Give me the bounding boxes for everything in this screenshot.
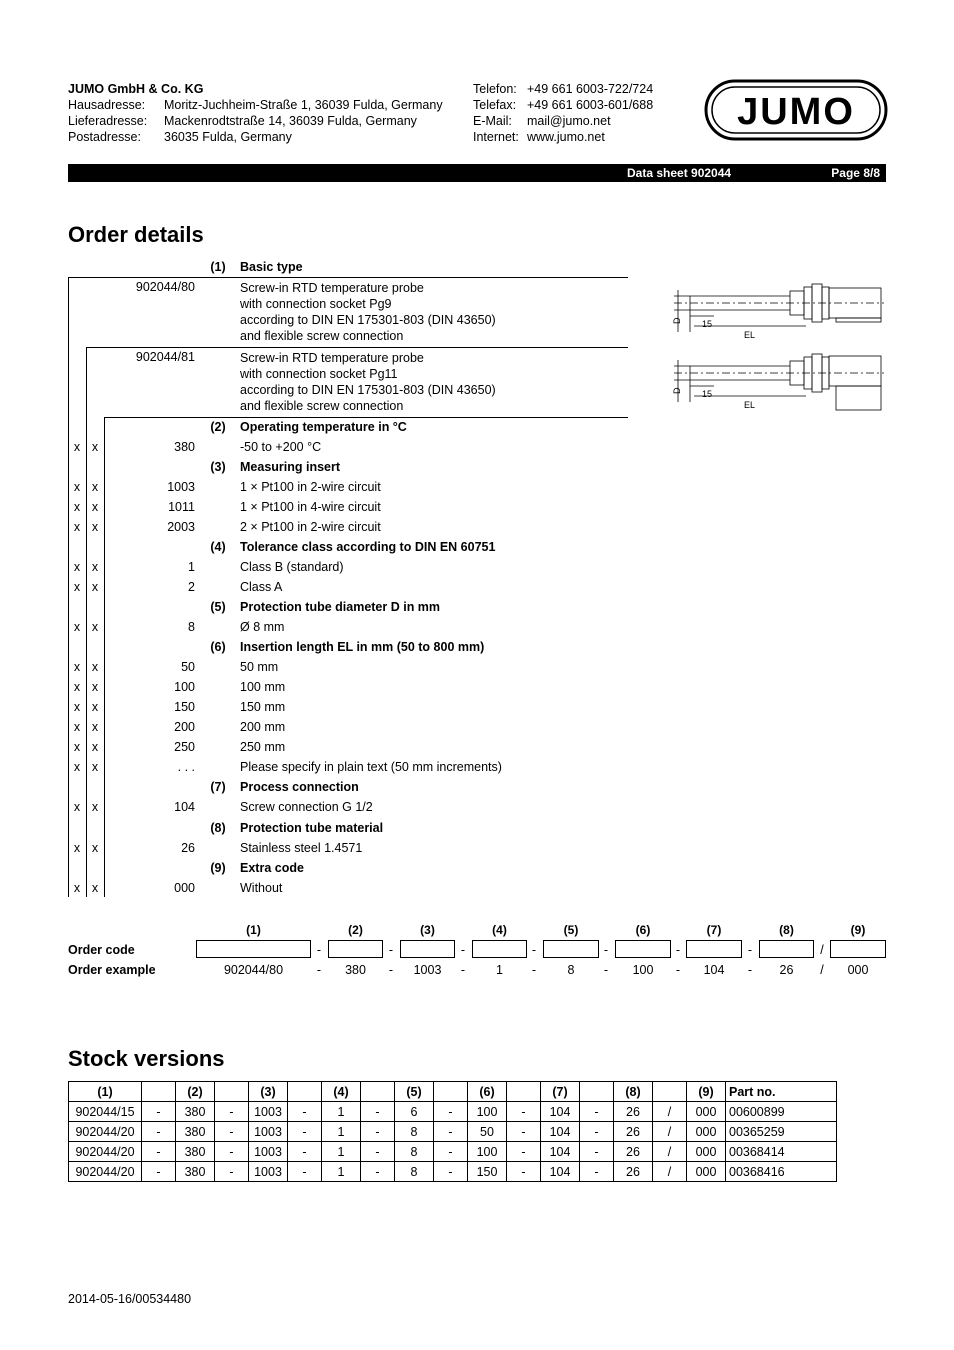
contact-label: E-Mail: — [473, 114, 512, 128]
option-text: Screw connection G 1/2 — [240, 800, 373, 815]
option-mark-80: x — [73, 680, 81, 694]
stock-cell: 380 — [176, 1122, 215, 1142]
option-mark-81: x — [91, 660, 99, 674]
option-mark-81: x — [91, 740, 99, 754]
order-position-number: (5) — [563, 923, 579, 937]
stock-cell: 380 — [176, 1162, 215, 1182]
contact-label: Telefax: — [473, 98, 517, 112]
stock-header-cell — [288, 1082, 322, 1102]
option-code: 250 — [174, 740, 195, 754]
order-example-separator: - — [603, 963, 609, 977]
section-title: Insertion length EL in mm (50 to 800 mm) — [240, 640, 485, 654]
stock-cell: 000 — [687, 1122, 726, 1142]
section-title: Tolerance class according to DIN EN 60751 — [240, 540, 496, 554]
stock-cell: 902044/20 — [69, 1142, 142, 1162]
stock-cell: - — [580, 1142, 614, 1162]
option-text: -50 to +200 °C — [240, 440, 322, 454]
stock-cell: - — [580, 1122, 614, 1142]
stock-cell: / — [653, 1142, 687, 1162]
dim-15-label: 15 — [702, 389, 713, 399]
option-code: 8 — [188, 620, 195, 634]
option-text: 200 mm — [240, 720, 286, 734]
order-code-field[interactable] — [400, 940, 455, 958]
stock-cell: / — [653, 1102, 687, 1122]
stock-cell: 00368414 — [726, 1142, 837, 1162]
section-title: Protection tube material — [240, 820, 384, 835]
option-text: Class A — [240, 580, 283, 594]
stock-cell: - — [215, 1162, 249, 1182]
option-mark-81: x — [91, 560, 99, 574]
stock-cell: 26 — [614, 1122, 653, 1142]
order-example-separator: / — [820, 963, 824, 977]
stock-cell: - — [580, 1162, 614, 1182]
type-code: 902044/80 — [135, 280, 195, 294]
stock-cell: 902044/15 — [69, 1102, 142, 1122]
order-code-field[interactable] — [830, 940, 886, 958]
section-number: (7) — [210, 780, 226, 794]
section-number: (1) — [210, 260, 226, 274]
stock-cell: - — [361, 1102, 395, 1122]
stock-cell: 50 — [468, 1122, 507, 1142]
table-row — [69, 1162, 837, 1182]
option-text: 250 mm — [240, 740, 286, 754]
probe-drawing — [664, 282, 886, 422]
stock-header-cell: (1) — [69, 1082, 142, 1102]
contact-value: www.jumo.net — [527, 130, 605, 144]
stock-cell: - — [507, 1122, 541, 1142]
stock-cell: - — [288, 1142, 322, 1162]
option-mark-80: x — [73, 520, 81, 534]
order-example-value: 104 — [703, 963, 725, 977]
section-number: (9) — [210, 860, 226, 875]
stock-cell: - — [215, 1122, 249, 1142]
stock-cell: - — [434, 1122, 468, 1142]
stock-cell: - — [580, 1102, 614, 1122]
option-mark-80: x — [73, 580, 81, 594]
order-code-separator: - — [460, 943, 466, 957]
stock-cell: 902044/20 — [69, 1122, 142, 1142]
option-mark-80: x — [73, 700, 81, 714]
dim-el-label: EL — [744, 330, 756, 340]
stock-cell: - — [142, 1122, 176, 1142]
address-label: Lieferadresse: — [68, 114, 148, 128]
order-code-field[interactable] — [759, 940, 814, 958]
option-mark-81: x — [91, 720, 99, 734]
contact-value: mail@jumo.net — [527, 114, 611, 128]
bracket-line — [68, 277, 69, 897]
stock-cell: 1 — [322, 1162, 361, 1182]
stock-cell: 902044/20 — [69, 1162, 142, 1182]
stock-header-cell — [215, 1082, 249, 1102]
stock-cell: 1 — [322, 1142, 361, 1162]
stock-header-cell — [580, 1082, 614, 1102]
stock-cell: 150 — [468, 1162, 507, 1182]
option-text: 1 × Pt100 in 4-wire circuit — [240, 500, 381, 514]
company-name: JUMO GmbH & Co. KG — [68, 82, 204, 96]
table-row — [69, 1122, 837, 1142]
order-example-separator: - — [316, 963, 322, 977]
order-code-field[interactable] — [472, 940, 527, 958]
order-position-number: (9) — [850, 923, 866, 937]
option-mark-80: x — [73, 760, 81, 774]
option-mark-81: x — [91, 880, 99, 895]
option-code: . . . — [177, 760, 195, 774]
section-number: (6) — [210, 640, 226, 654]
option-text: 2 × Pt100 in 2-wire circuit — [240, 520, 381, 534]
stock-header-cell — [361, 1082, 395, 1102]
order-code-field[interactable] — [543, 940, 599, 958]
option-code: 1003 — [167, 480, 195, 494]
option-mark-80: x — [73, 800, 81, 815]
order-example-separator: - — [388, 963, 394, 977]
stock-header-cell: (3) — [249, 1082, 288, 1102]
stock-cell: 104 — [541, 1102, 580, 1122]
option-mark-81: x — [91, 480, 99, 494]
option-mark-81: x — [91, 500, 99, 514]
option-code: 104 — [174, 800, 195, 815]
option-mark-80: x — [73, 500, 81, 514]
option-mark-80: x — [73, 440, 81, 454]
section-number: (4) — [210, 540, 226, 554]
option-mark-81: x — [91, 520, 99, 534]
stock-cell: - — [215, 1142, 249, 1162]
option-code: 50 — [181, 660, 195, 674]
order-example-separator: - — [747, 963, 753, 977]
jumo-logo — [704, 79, 888, 141]
stock-cell: - — [142, 1162, 176, 1182]
divider — [104, 417, 628, 418]
stock-header-cell — [434, 1082, 468, 1102]
address-value: Moritz-Juchheim-Straße 1, 36039 Fulda, Germany — [164, 98, 443, 112]
stock-cell: - — [142, 1142, 176, 1162]
stock-header-cell: (9) — [687, 1082, 726, 1102]
order-code-separator: - — [531, 943, 537, 957]
option-code: 1011 — [168, 500, 195, 514]
stock-cell: - — [142, 1102, 176, 1122]
dim-d-label: D — [672, 317, 682, 324]
option-mark-80: x — [73, 560, 81, 574]
section-title: Basic type — [240, 260, 303, 274]
order-example-label: Order example — [68, 963, 156, 977]
option-mark-80: x — [73, 720, 81, 734]
section-number: (5) — [210, 600, 226, 614]
stock-header-cell: (4) — [322, 1082, 361, 1102]
option-code: 1 — [188, 560, 195, 574]
stock-header-cell — [653, 1082, 687, 1102]
option-mark-80: x — [73, 620, 81, 634]
stock-cell: - — [361, 1162, 395, 1182]
stock-header-cell: (8) — [614, 1082, 653, 1102]
section-title: Measuring insert — [240, 460, 341, 474]
order-code-label: Order code — [68, 943, 135, 957]
option-mark-81: x — [91, 680, 99, 694]
option-code: 380 — [174, 440, 195, 454]
stock-header-cell: (5) — [395, 1082, 434, 1102]
address-value: Mackenrodtstraße 14, 36039 Fulda, Germany — [164, 114, 417, 128]
stock-cell: - — [361, 1142, 395, 1162]
stock-versions-title: Stock versions — [68, 1046, 225, 1071]
stock-cell: - — [215, 1102, 249, 1122]
stock-cell: 26 — [614, 1102, 653, 1122]
company-block — [68, 81, 443, 145]
address-value: 36035 Fulda, Germany — [164, 130, 292, 144]
option-text: Without — [240, 880, 283, 895]
stock-cell: 1003 — [249, 1162, 288, 1182]
stock-cell: 1003 — [249, 1142, 288, 1162]
order-position-number: (4) — [492, 923, 507, 937]
section-number: (8) — [210, 820, 226, 835]
stock-cell: 104 — [541, 1122, 580, 1142]
order-position-number: (8) — [779, 923, 794, 937]
order-example-value: 902044/80 — [223, 963, 284, 977]
option-text: 150 mm — [240, 700, 286, 714]
option-code: 26 — [181, 840, 195, 855]
option-mark-80: x — [73, 740, 81, 754]
stock-cell: 100 — [468, 1142, 507, 1162]
stock-cell: - — [288, 1102, 322, 1122]
option-text: 1 × Pt100 in 2-wire circuit — [240, 480, 381, 494]
option-mark-80: x — [73, 480, 81, 494]
option-mark-81: x — [91, 800, 99, 815]
stock-cell: 8 — [395, 1162, 434, 1182]
option-mark-80: x — [73, 660, 81, 674]
stock-cell: 1 — [322, 1102, 361, 1122]
dim-d-label: D — [672, 387, 682, 394]
option-mark-81: x — [91, 700, 99, 714]
order-position-number: (1) — [246, 923, 261, 937]
option-mark-81: x — [91, 760, 99, 774]
address-label: Hausadresse: — [68, 98, 146, 112]
order-example-value: 1003 — [413, 963, 442, 977]
stock-header-cell: Part no. — [726, 1082, 837, 1102]
stock-cell: 26 — [614, 1162, 653, 1182]
option-mark-81: x — [91, 580, 99, 594]
section-title: Extra code — [240, 860, 304, 875]
option-code: 100 — [174, 680, 195, 694]
order-example-value: 000 — [847, 963, 869, 977]
dim-el-label: EL — [744, 400, 756, 410]
datasheet-bar — [68, 164, 886, 182]
stock-cell: 100 — [468, 1102, 507, 1122]
stock-cell: 8 — [395, 1122, 434, 1142]
stock-cell: 26 — [614, 1142, 653, 1162]
order-position-number: (6) — [635, 923, 651, 937]
section-title: Operating temperature in °C — [240, 420, 407, 434]
order-example-separator: - — [460, 963, 466, 977]
stock-cell: - — [288, 1162, 322, 1182]
contact-label: Internet: — [473, 130, 519, 144]
stock-cell: - — [434, 1162, 468, 1182]
option-text: Class B (standard) — [240, 560, 344, 574]
option-code: 2003 — [167, 520, 195, 534]
page-number: Page 8/8 — [831, 166, 880, 180]
contact-block — [473, 81, 653, 145]
logo-text: JUMO — [737, 91, 855, 133]
order-code-field[interactable] — [328, 940, 383, 958]
divider — [86, 347, 628, 348]
option-code: 000 — [174, 880, 195, 895]
type-description: Screw-in RTD temperature probe with connection socket Pg11 according to DIN EN 175301-803 (DIN 43650) and flexible screw connection — [240, 351, 496, 413]
stock-cell: 8 — [395, 1142, 434, 1162]
option-code: 150 — [174, 700, 195, 714]
order-example-value: 100 — [632, 963, 654, 977]
section-number: (2) — [210, 420, 226, 434]
option-code: 200 — [174, 720, 195, 734]
order-example-value: 26 — [779, 963, 794, 977]
stock-cell: - — [507, 1102, 541, 1122]
stock-cell: 6 — [395, 1102, 434, 1122]
order-position-number: (2) — [348, 923, 363, 937]
option-text: Please specify in plain text (50 mm increments) — [240, 760, 502, 774]
stock-cell: - — [507, 1162, 541, 1182]
order-example-separator: - — [531, 963, 537, 977]
stock-header-cell: (7) — [541, 1082, 580, 1102]
order-example-separator: - — [675, 963, 681, 977]
dim-15-label: 15 — [702, 319, 713, 329]
option-text: Ø 8 mm — [240, 620, 285, 634]
stock-header-cell: (6) — [468, 1082, 507, 1102]
order-code-separator: - — [603, 943, 609, 957]
option-mark-81: x — [91, 440, 99, 454]
address-label: Postadresse: — [68, 130, 141, 144]
section-title: Protection tube diameter D in mm — [240, 600, 441, 614]
contact-value: +49 661 6003-722/724 — [527, 82, 654, 96]
stock-cell: / — [653, 1162, 687, 1182]
type-description: Screw-in RTD temperature probe with connection socket Pg9 according to DIN EN 175301-803 (DIN 43650) and flexible screw connection — [240, 281, 496, 343]
type-code: 902044/81 — [135, 350, 195, 364]
order-code-separator: - — [675, 943, 681, 957]
stock-cell: 00600899 — [726, 1102, 837, 1122]
option-mark-81: x — [91, 840, 99, 855]
section-title: Process connection — [240, 780, 359, 794]
order-example-value: 8 — [567, 963, 575, 977]
order-details-title: Order details — [68, 222, 204, 247]
table-row — [69, 1142, 837, 1162]
option-mark-80: x — [73, 880, 81, 895]
stock-header-cell: (2) — [176, 1082, 215, 1102]
stock-cell: 000 — [687, 1102, 726, 1122]
order-code-field[interactable] — [686, 940, 742, 958]
contact-label: Telefon: — [473, 82, 517, 96]
order-position-number: (7) — [706, 923, 722, 937]
option-text: 100 mm — [240, 680, 286, 694]
order-code-field[interactable] — [196, 940, 311, 958]
option-mark-80: x — [73, 840, 81, 855]
stock-cell: 00365259 — [726, 1122, 837, 1142]
divider — [68, 277, 628, 278]
stock-cell: 1 — [322, 1122, 361, 1142]
stock-cell: 1003 — [249, 1122, 288, 1142]
order-code-separator: - — [747, 943, 753, 957]
stock-cell: - — [361, 1122, 395, 1142]
order-position-number: (3) — [420, 923, 435, 937]
order-code-separator: / — [820, 943, 824, 957]
stock-cell: - — [434, 1102, 468, 1122]
contact-value: +49 661 6003-601/688 — [527, 98, 654, 112]
table-row — [69, 1102, 837, 1122]
stock-cell: 000 — [687, 1142, 726, 1162]
stock-cell: - — [288, 1122, 322, 1142]
footer-id: 2014-05-16/00534480 — [68, 1292, 192, 1306]
datasheet-number: Data sheet 902044 — [627, 166, 732, 180]
stock-cell: 1003 — [249, 1102, 288, 1122]
order-example-value: 1 — [496, 963, 503, 977]
stock-cell: - — [507, 1142, 541, 1162]
bracket-line — [86, 347, 87, 897]
stock-header-cell — [142, 1082, 176, 1102]
stock-cell: 00368416 — [726, 1162, 837, 1182]
stock-cell: - — [434, 1142, 468, 1162]
order-code-field[interactable] — [615, 940, 671, 958]
stock-header-cell — [507, 1082, 541, 1102]
bracket-line — [104, 417, 105, 897]
option-mark-81: x — [91, 620, 99, 634]
option-code: 2 — [188, 580, 195, 594]
stock-cell: 380 — [176, 1102, 215, 1122]
stock-cell: 104 — [541, 1142, 580, 1162]
option-text: 50 mm — [240, 660, 279, 674]
stock-cell: 380 — [176, 1142, 215, 1162]
option-text: Stainless steel 1.4571 — [240, 840, 363, 855]
stock-cell: 000 — [687, 1162, 726, 1182]
stock-cell: / — [653, 1122, 687, 1142]
stock-table — [68, 1081, 837, 1182]
section-number: (3) — [210, 460, 226, 474]
order-code-separator: - — [316, 943, 322, 957]
order-example-value: 380 — [345, 963, 366, 977]
order-code-separator: - — [388, 943, 394, 957]
stock-cell: 104 — [541, 1162, 580, 1182]
